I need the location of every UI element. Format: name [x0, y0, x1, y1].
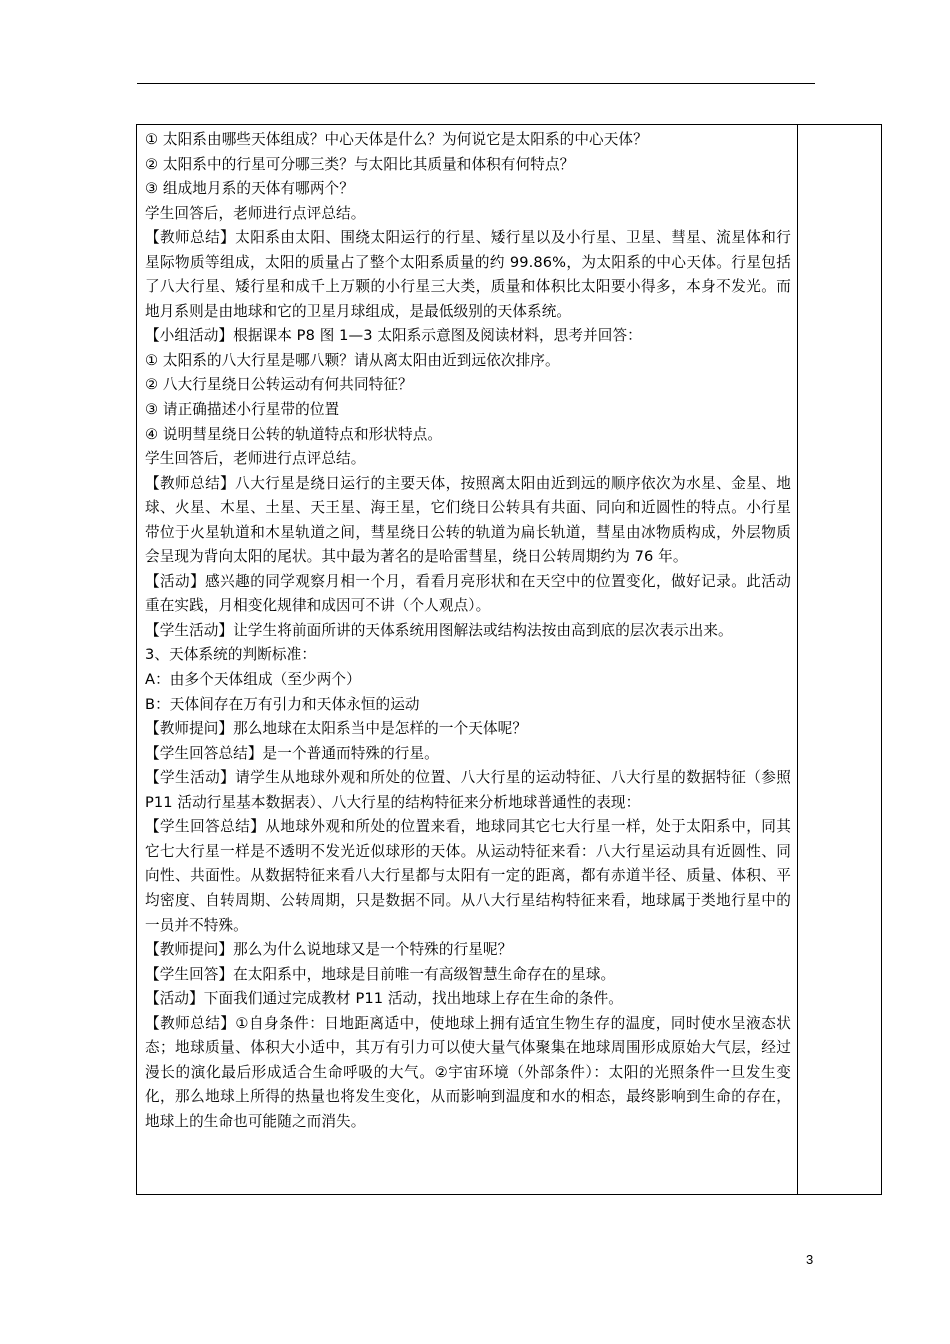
criteria-item: B：天体间存在万有引力和天体永恒的运动	[145, 695, 420, 713]
text-line: 学生回答后，老师进行点评总结。	[145, 204, 366, 222]
teacher-summary: 【教师总结】太阳系由太阳、围绕太阳运行的行星、矮行星以及小行星、卫星、彗星、流星体和行星际物质等组成，太阳的质量占了整个太阳系质量的约 99.86%，为太阳系的中心天体。行星包括了八大行星、矮行星和成千上万颗的小行星三大类，质量和体积比太阳要小得多，本身不发光。而地月系则是由地球和它的卫星月球组成，是最低级别的天体系统。	[145, 229, 791, 320]
page-number: 3	[806, 1252, 814, 1267]
lesson-table	[136, 124, 882, 1195]
teacher-question: 【教师提问】那么地球在太阳系当中是怎样的一个天体呢？	[145, 720, 528, 738]
lesson-content-cell	[145, 128, 791, 1134]
question-line: ① 太阳系的八大行星是哪八颗？请从离太阳由近到远依次排序。	[145, 351, 560, 369]
group-activity: 【小组活动】根据课本 P8 图 1—3 太阳系示意图及阅读材料，思考并回答：	[145, 327, 642, 345]
criteria-heading: 3、天体系统的判断标准：	[145, 646, 317, 664]
question-line: ④ 说明彗星绕日公转的轨道特点和形状特点。	[145, 425, 443, 443]
student-activity: 【学生活动】让学生将前面所讲的天体系统用图解法或结构法按由高到底的层次表示出来。	[145, 621, 733, 639]
student-answer: 【学生回答总结】是一个普通而特殊的行星。	[145, 744, 439, 762]
question-line: ③ 组成地月系的天体有哪两个？	[145, 180, 354, 198]
teacher-question: 【教师提问】那么为什么说地球又是一个特殊的行星呢？	[145, 941, 513, 959]
question-line: ② 八大行星绕日公转运动有何共同特征？	[145, 376, 413, 394]
header-rule	[137, 83, 815, 84]
teacher-summary: 【教师总结】八大行星是绕日运行的主要天体，按照离太阳由近到远的顺序依次为水星、金星、地球、火星、木星、土星、天王星、海王星，它们绕日公转具有共面、同向和近圆性的特点。小行星带位于火星轨道和木星轨道之间，彗星绕日公转的轨道为扁长轨道，彗星由冰物质构成，外层物质会呈现为背向太阳的尾状。其中最为著名的是哈雷彗星，绕日公转周期约为 76 年。	[145, 474, 791, 566]
teacher-summary: 【教师总结】①自身条件：日地距离适中，使地球上拥有适宜生物生存的温度，同时使水呈液态状态；地球质量、体积大小适中，其万有引力可以使大量气体聚集在地球周围形成原始大气层，经过漫长的演化最后形成适合生命呼吸的大气。②宇宙环境（外部条件）：太阳的光照条件一旦发生变化，那么地球上所得的热量也将发生变化，从而影响到温度和水的相态，最终影响到生命的存在，地球上的生命也可能随之而消失。	[145, 1014, 791, 1130]
student-answer: 【学生回答总结】从地球外观和所处的位置来看，地球同其它七大行星一样，处于太阳系中，同其它七大行星一样是不透明不发光近似球形的天体。从运动特征来看：八大行星运动具有近圆性、同向性、共面性。从数据特征来看八大行星都与太阳有一定的距离，都有赤道半径、质量、体积、平均密度、自转周期、公转周期，只是数据不同。从八大行星结构特征来看，地球属于类地行星中的一员并不特殊。	[145, 818, 791, 934]
question-line: ③ 请正确描述小行星带的位置	[145, 401, 340, 419]
question-line: ① 太阳系由哪些天体组成？中心天体是什么？为何说它是太阳系的中心天体？	[145, 131, 648, 148]
student-answer: 【学生回答】在太阳系中，地球是目前唯一有高级智慧生命存在的星球。	[145, 965, 616, 983]
criteria-item: A：由多个天体组成（至少两个）	[145, 671, 361, 689]
student-activity: 【学生活动】请学生从地球外观和所处的位置、八大行星的运动特征、八大行星的数据特征（参照 P11 活动行星基本数据表）、八大行星的结构特征来分析地球普通性的表现：	[145, 769, 791, 811]
question-line: ② 太阳系中的行星可分哪三类？与太阳比其质量和体积有何特点？	[145, 155, 575, 173]
column-divider	[797, 125, 798, 1194]
activity-paragraph: 【活动】下面我们通过完成教材 P11 活动，找出地球上存在生命的条件。	[145, 990, 623, 1008]
text-line: 学生回答后，老师进行点评总结。	[145, 450, 366, 468]
activity-paragraph: 【活动】感兴趣的同学观察月相一个月，看看月亮形状和在天空中的位置变化，做好记录。此活动重在实践，月相变化规律和成因可不讲（个人观点）。	[145, 572, 791, 615]
